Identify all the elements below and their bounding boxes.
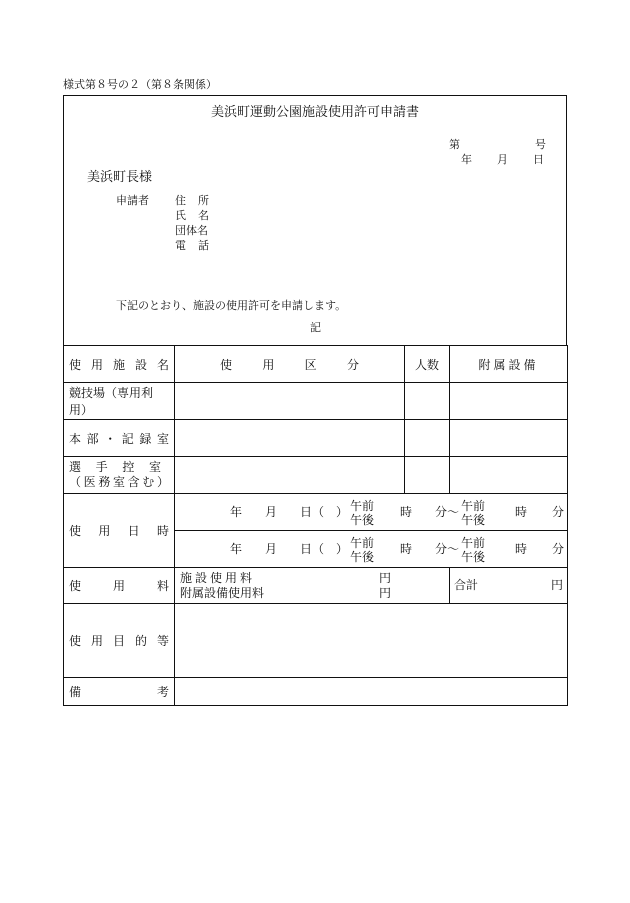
applicant-group-label: 団体名 (175, 224, 208, 237)
applicant-label: 申請者 (116, 194, 149, 207)
waiting-room-equipment-cell[interactable] (450, 457, 568, 494)
date-month-label: 月 (497, 153, 508, 166)
headquarters-people-cell[interactable] (405, 420, 450, 457)
ki-note-label: 記 (310, 321, 321, 334)
remarks-cell[interactable] (175, 678, 568, 706)
headquarters-equipment-cell[interactable] (450, 420, 568, 457)
waiting-room-row (64, 457, 568, 494)
usage-datetime-line-2[interactable]: 年 月 日（ ） 午前 午後 時 分～ 午前 午後 時 分 (175, 531, 568, 568)
stadium-equipment-cell[interactable] (450, 383, 568, 420)
usage-datetime-row-1 (64, 494, 568, 531)
date-year-label: 年 (461, 153, 472, 166)
remarks-label: 備 考 (64, 678, 175, 706)
purpose-cell[interactable] (175, 604, 568, 678)
headquarters-row (64, 420, 568, 457)
date-day-label: 日 (533, 153, 544, 166)
document-title: 美浜町運動公園施設使用許可申請書 (210, 105, 419, 120)
document-number-prefix: 第 (449, 138, 460, 151)
form-number-label: 様式第８号の２（第８条関係） (63, 78, 217, 91)
document-number-suffix: 号 (535, 138, 546, 151)
usage-datetime-line-1[interactable]: 年 月 日（ ） 午前 午後 時 分～ 午前 午後 時 分 (175, 494, 568, 531)
waiting-room-label: 選 手 控 室 （ 医 務 室 含 む ） (64, 457, 175, 494)
facility-name-header: 使 用 施 設 名 (64, 346, 175, 383)
stadium-row (64, 383, 568, 420)
usage-table (63, 345, 568, 706)
stadium-label: 競技場（専用利用） (64, 383, 175, 420)
people-count-header: 人数 (405, 346, 450, 383)
purpose-row (64, 604, 568, 678)
fee-total-cell[interactable]: 合計 円 (450, 568, 568, 604)
table-header-row (64, 346, 568, 383)
applicant-address-label: 住所 (175, 194, 221, 207)
waiting-room-people-cell[interactable] (405, 457, 450, 494)
headquarters-division-cell[interactable] (175, 420, 405, 457)
applicant-phone-label: 電話 (175, 239, 221, 252)
addressee: 美浜町長様 (87, 170, 153, 185)
purpose-label: 使 用 目 的 等 (64, 604, 175, 678)
division-header: 使 用 区 分 (175, 346, 405, 383)
stadium-division-cell[interactable] (175, 383, 405, 420)
remarks-row (64, 678, 568, 706)
headquarters-label: 本 部 ・ 記 録 室 (64, 420, 175, 457)
equipment-header: 附属設備 (450, 346, 568, 383)
fee-breakdown-cell[interactable]: 施設使用料 円 附属設備使用料 円 (175, 568, 450, 604)
waiting-room-division-cell[interactable] (175, 457, 405, 494)
applicant-name-label: 氏名 (175, 209, 221, 222)
fee-row (64, 568, 568, 604)
request-statement: 下記のとおり、施設の使用許可を申請します。 (116, 299, 347, 312)
usage-datetime-label: 使 用 日 時 (64, 494, 175, 568)
fee-label: 使 用 料 (64, 568, 175, 604)
stadium-people-cell[interactable] (405, 383, 450, 420)
